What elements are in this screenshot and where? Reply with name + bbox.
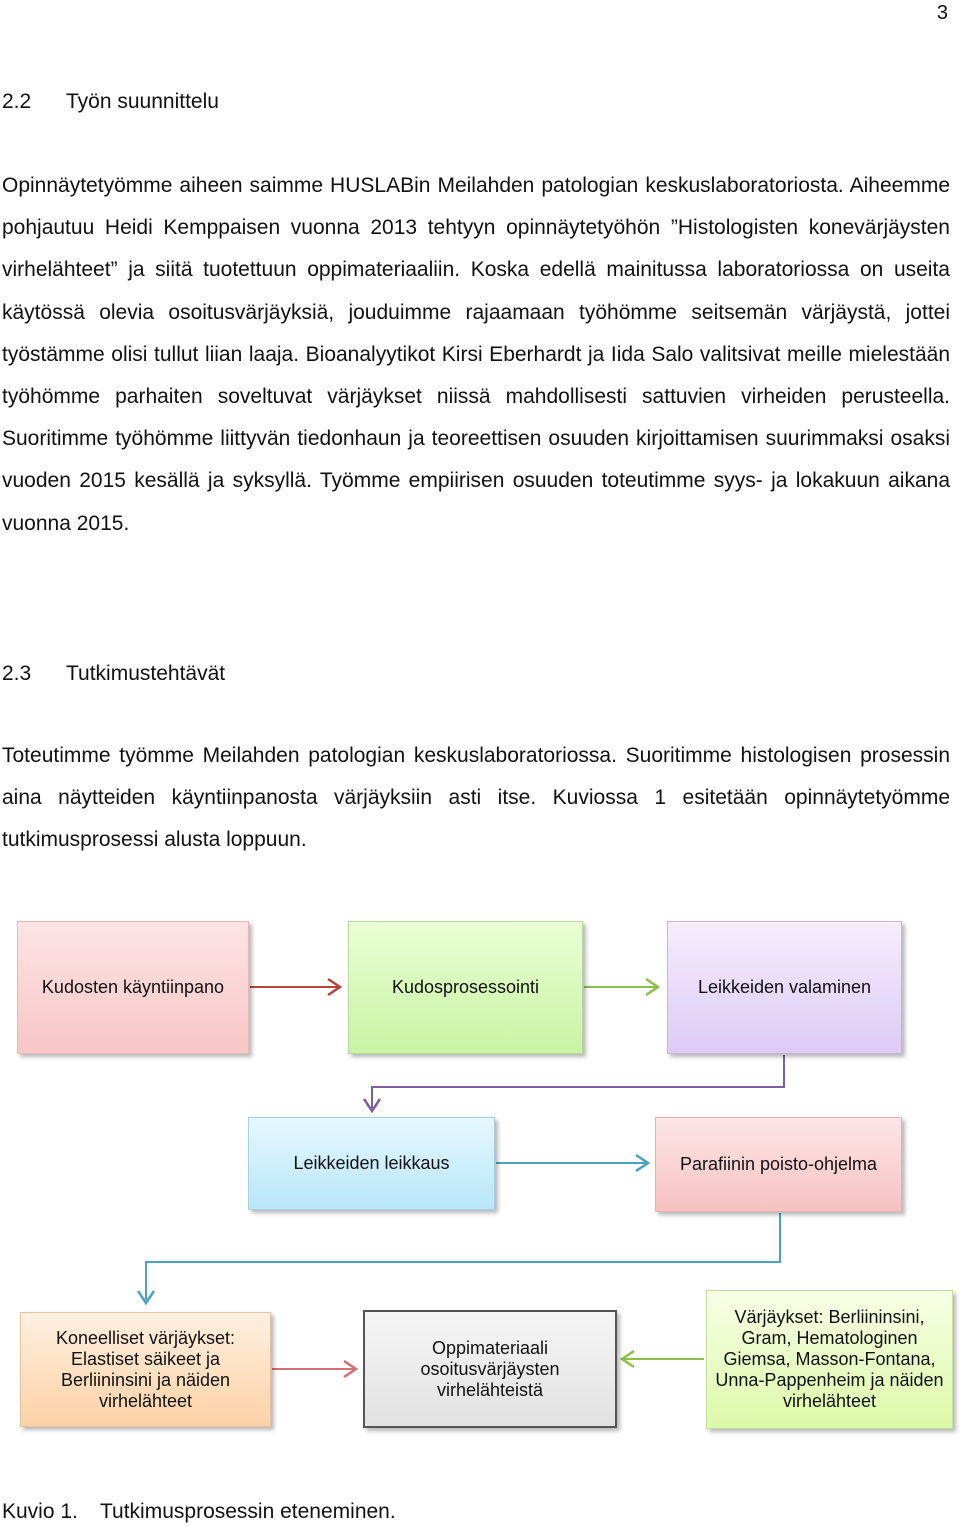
section-number: 2.2 <box>2 90 32 113</box>
caption-label: Kuvio 1. <box>2 1500 78 1523</box>
page-number: 3 <box>936 2 948 24</box>
box-label: Värjäykset: Berliininsini, Gram, Hematologinen Giemsa, Masson-Fontana, Unna-Pappenheim ja näiden virhelähteet <box>715 1307 944 1411</box>
box-label: Kudosprosessointi <box>391 977 540 997</box>
box-label: Kudosten käyntiinpano <box>41 977 225 997</box>
process-box-sectioning <box>248 1117 495 1210</box>
caption-text: Tutkimusprosessin eteneminen. <box>100 1500 396 1523</box>
process-box-learning-material <box>363 1310 617 1428</box>
section-paragraph: Toteutimme työmme Meilahden patologian keskuslaboratoriossa. Suoritimme histologisen prosessin aina näytteiden käyntiinpanosta värjäyksiin asti itse. Kuviossa 1 esitetään opinnäytetyömme tutkimusprosessi alusta loppuun. <box>2 744 950 852</box>
process-box-tissue-intake <box>17 921 249 1054</box>
section-title: Tutkimustehtävät <box>66 662 226 685</box>
box-label: Leikkeiden valaminen <box>697 977 872 997</box>
process-box-deparaffinization <box>655 1117 902 1212</box>
figure-caption <box>2 1500 396 1524</box>
section-title: Työn suunnittelu <box>66 90 219 113</box>
process-box-manual-stains <box>706 1290 953 1429</box>
process-box-embedding <box>667 921 902 1054</box>
process-box-tissue-processing <box>348 921 583 1054</box>
box-label: Koneelliset värjäykset: Elastiset säikeet ja Berliininsini ja näiden virhelähteet <box>55 1327 236 1411</box>
box-label: Parafiinin poisto-ohjelma <box>679 1154 878 1174</box>
process-box-machine-stains <box>20 1312 271 1427</box>
section-paragraph: Opinnäytetyömme aiheen saimme HUSLABin Meilahden patologian keskuslaboratoriosta. Aiheemme pohjautuu Heidi Kemppaisen vuonna 2013 tehtyyn opinnäytetyöhön ”Histologisten konevärjäysten virhelähteet” ja siitä tuotettuun oppimateriaaliin. Koska edellä mainitussa laboratoriossa on useita käytössä olevia osoitusvärjäyksiä, jouduimme rajaamaan työhömme seitsemän värjäystä, jottei työstämme olisi tullut liian laaja. Bioanalyytikot Kirsi Eberhardt ja Iida Salo valitsivat meille mielestään työhömme parhaiten soveltuvat värjäykset niissä mahdollisesti sattuvien virheiden perusteella. Suoritimme työhömme liittyvän tiedonhaun ja teoreettisen osuuden kirjoittamisen suurimmaksi osaksi vuoden 2015 kesällä ja syksyllä. Työmme empiirisen osuuden toteutimme syys- ja lokakuun aikana vuonna 2015. <box>2 174 950 535</box>
box-label: Leikkeiden leikkaus <box>293 1153 450 1173</box>
box-label: Oppimateriaali osoitusvärjäysten virhelähteistä <box>420 1337 560 1400</box>
section-number: 2.3 <box>2 662 32 685</box>
